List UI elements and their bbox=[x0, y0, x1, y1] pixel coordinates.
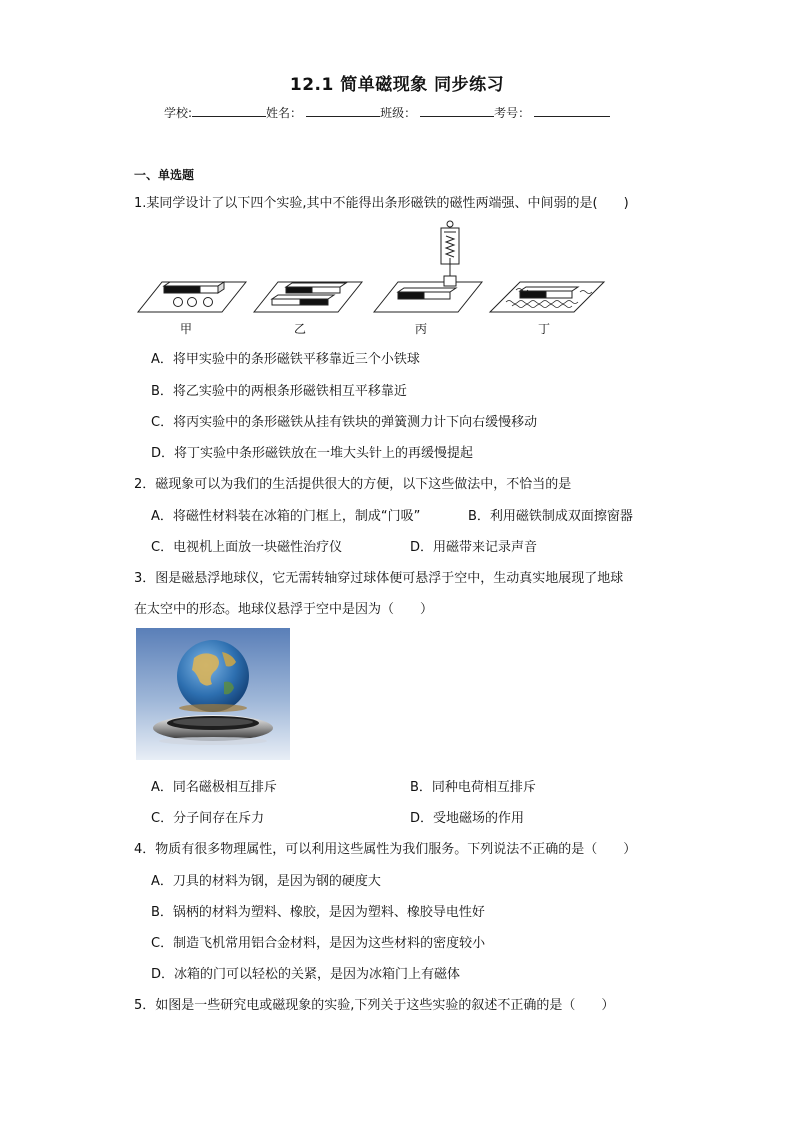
name-blank bbox=[306, 104, 380, 117]
q3-option-c: C．分子间存在斥力 bbox=[151, 811, 265, 826]
q2-option-d: D．用磁带来记录声音 bbox=[410, 540, 538, 555]
exam-label: 考号： bbox=[494, 106, 531, 120]
q4-option-d: D．冰箱的门可以轻松的关紧，是因为冰箱门上有磁体 bbox=[151, 967, 461, 982]
iron-block bbox=[444, 276, 456, 286]
fig-label-jia: 甲 bbox=[180, 322, 193, 336]
school-label: 学校: bbox=[164, 106, 193, 120]
iron-ball-1 bbox=[174, 298, 183, 307]
class-label: 班级： bbox=[380, 106, 417, 120]
globe bbox=[177, 640, 249, 712]
fig-label-bing: 丙 bbox=[415, 322, 428, 336]
fig-label-yi: 乙 bbox=[294, 322, 307, 336]
q1-option-a: A．将甲实验中的条形磁铁平移靠近三个小铁球 bbox=[151, 352, 420, 367]
section-title: 一、单选题 bbox=[134, 168, 195, 182]
q3-option-b: B．同种电荷相互排斥 bbox=[410, 780, 536, 795]
school-blank bbox=[192, 104, 266, 117]
class-blank bbox=[420, 104, 494, 117]
q2-option-a: A．将磁性材料装在冰箱的门框上，制成“门吸” bbox=[151, 509, 421, 524]
q2-option-b: B．利用磁铁制成双面擦窗器 bbox=[468, 509, 633, 524]
q3-option-d: D．受地磁场的作用 bbox=[410, 811, 525, 826]
student-info-line bbox=[164, 104, 610, 121]
q3-option-a: A．同名磁极相互排斥 bbox=[151, 780, 277, 795]
fig-label-ding: 丁 bbox=[538, 322, 551, 336]
q4-option-a: A．刀具的材料为钢，是因为钢的硬度大 bbox=[151, 874, 381, 889]
q2-option-c: C．电视机上面放一块磁性治疗仪 bbox=[151, 540, 343, 555]
iron-ball-3 bbox=[204, 298, 213, 307]
q3-stem-line1: 3．图是磁悬浮地球仪，它无需转轴穿过球体便可悬浮于空中，生动真实地展现了地球 bbox=[134, 571, 624, 586]
exam-blank bbox=[534, 104, 610, 117]
q3-stem-line2: 在太空中的形态。地球仪悬浮于空中是因为（ ） bbox=[134, 602, 434, 617]
q1-option-b: B．将乙实验中的两根条形磁铁相互平移靠近 bbox=[151, 384, 407, 399]
q4-option-c: C．制造飞机常用铝合金材料，是因为这些材料的密度较小 bbox=[151, 936, 486, 951]
q4-stem: 4．物质有很多物理属性，可以利用这些属性为我们服务。下列说法不正确的是（ ） bbox=[134, 842, 637, 857]
page-title: 12.1 简单磁现象 同步练习 bbox=[289, 75, 505, 95]
q5-stem: 5．如图是一些研究电或磁现象的实验,下列关于这些实验的叙述不正确的是（ ） bbox=[134, 998, 615, 1013]
q4-option-b: B．锅柄的材料为塑料、橡胶，是因为塑料、橡胶导电性好 bbox=[151, 905, 485, 920]
q1-option-c: C．将丙实验中的条形磁铁从挂有铁块的弹簧测力计下向右缓慢移动 bbox=[151, 415, 538, 430]
iron-ball-2 bbox=[188, 298, 197, 307]
maglev-globe-photo bbox=[136, 628, 290, 760]
q2-stem: 2．磁现象可以为我们的生活提供很大的方便，以下这些做法中，不恰当的是 bbox=[134, 477, 572, 492]
q1-stem: 1.某同学设计了以下四个实验,其中不能得出条形磁铁的磁性两端强、中间弱的是( ) bbox=[134, 196, 629, 211]
name-label: 姓名： bbox=[266, 106, 303, 120]
q1-option-d: D．将丁实验中条形磁铁放在一堆大头针上的再缓慢提起 bbox=[151, 446, 474, 461]
